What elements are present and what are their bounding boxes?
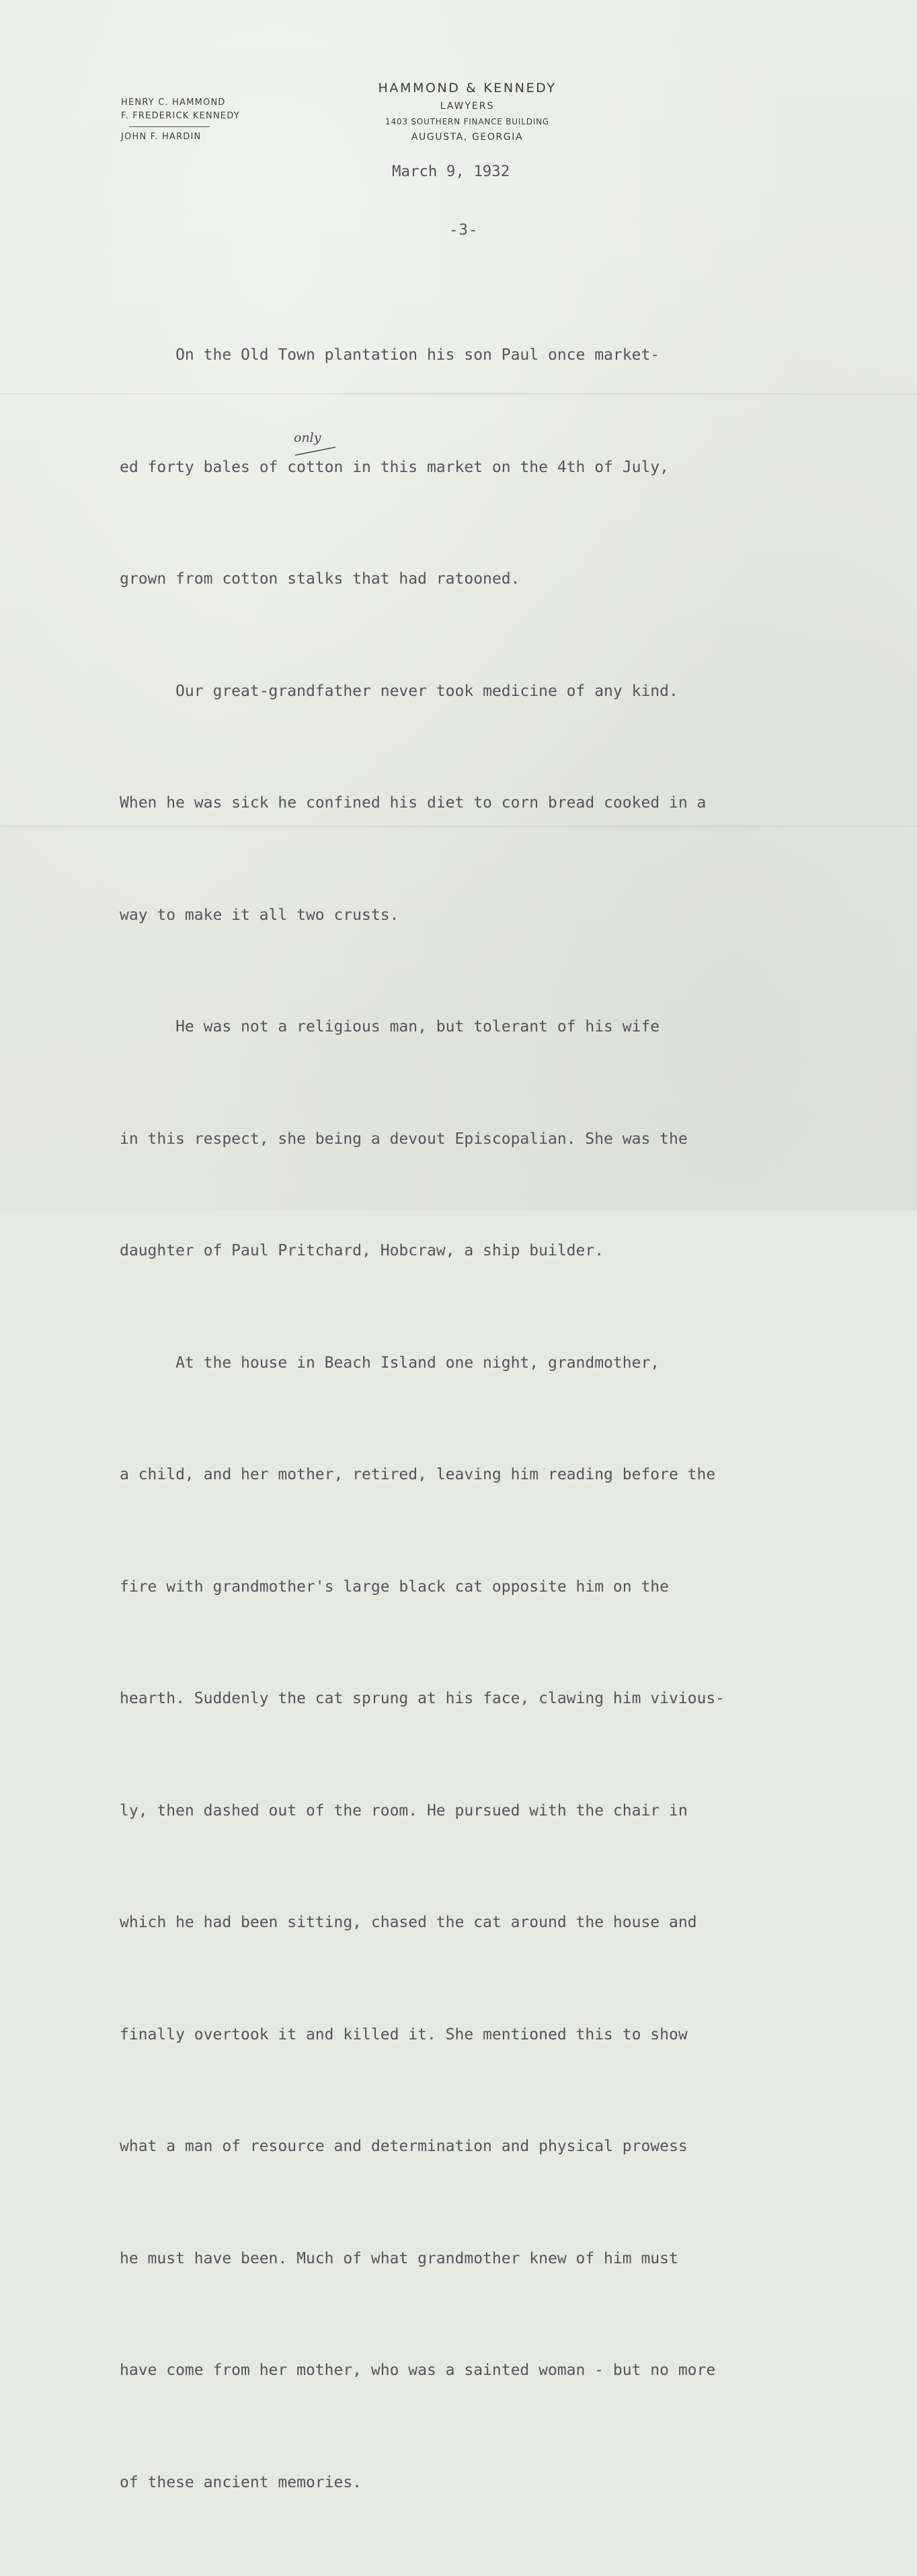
body-line: of these ancient memories. [120,2473,362,2491]
body-line: ly, then dashed out of the room. He pursued with the chair in [120,1801,688,1820]
body-line: finally overtook it and killed it. She mentioned this to show [120,2025,688,2043]
body-line: At the house in Beach Island one night, grandmother, [120,1354,660,1372]
letterhead-divider [129,126,210,127]
body-line: daughter of Paul Pritchard, Hobcraw, a ship builder. [120,1242,604,1259]
firm-city: AUGUSTA, GEORGIA [411,132,524,143]
body-line: On the Old Town plantation his son Paul once market- [120,346,660,364]
partner-name: HENRY C. HAMMOND [121,97,226,108]
body-line: way to make it all two crusts. [120,906,399,924]
letter-date: March 9, 1932 [392,163,510,180]
body-line: hearth. Suddenly the cat sprung at his face, clawing him vivious- [120,1690,725,1707]
letterhead-partners [121,96,240,144]
letterhead [340,79,595,143]
body-line: fire with grandmother's large black cat opposite him on the [120,1577,669,1596]
partner-name: JOHN F. HARDIN [121,132,202,142]
correction-text: only [294,430,321,445]
firm-address: 1403 SOUTHERN FINANCE BUILDING [385,117,549,126]
body-line: ed forty bales of cotton in this market on the 4th of July, [120,458,669,476]
partner-name: F. FREDERICK KENNEDY [121,111,240,121]
body-line: He was not a religious man, but tolerant of his wife [120,1018,660,1036]
body-line: grown from cotton stalks that had ratooned. [120,570,520,588]
body-line: When he was sick he confined his diet to corn bread cooked in a [120,794,707,812]
body-line: have come from her mother, who was a sainted woman - but no more [120,2362,716,2379]
body-line: what a man of resource and determination and physical prowess [120,2138,688,2155]
firm-name: HAMMOND & KENNEDY [378,81,557,95]
body-line: which he had been sitting, chased the cat around the house and [120,1914,697,1931]
body-line: in this respect, she being a devout Episcopalian. She was the [120,1130,688,1148]
firm-profession: LAWYERS [440,101,495,112]
body-line: Our great-grandfather never took medicine of any kind. [120,682,678,700]
page-number: -3- [449,221,479,239]
body-line: he must have been. Much of what grandmother knew of him must [120,2249,678,2267]
body-line: a child, and her mother, retired, leaving him reading before the [120,1466,716,1483]
letter-body [120,262,873,2576]
